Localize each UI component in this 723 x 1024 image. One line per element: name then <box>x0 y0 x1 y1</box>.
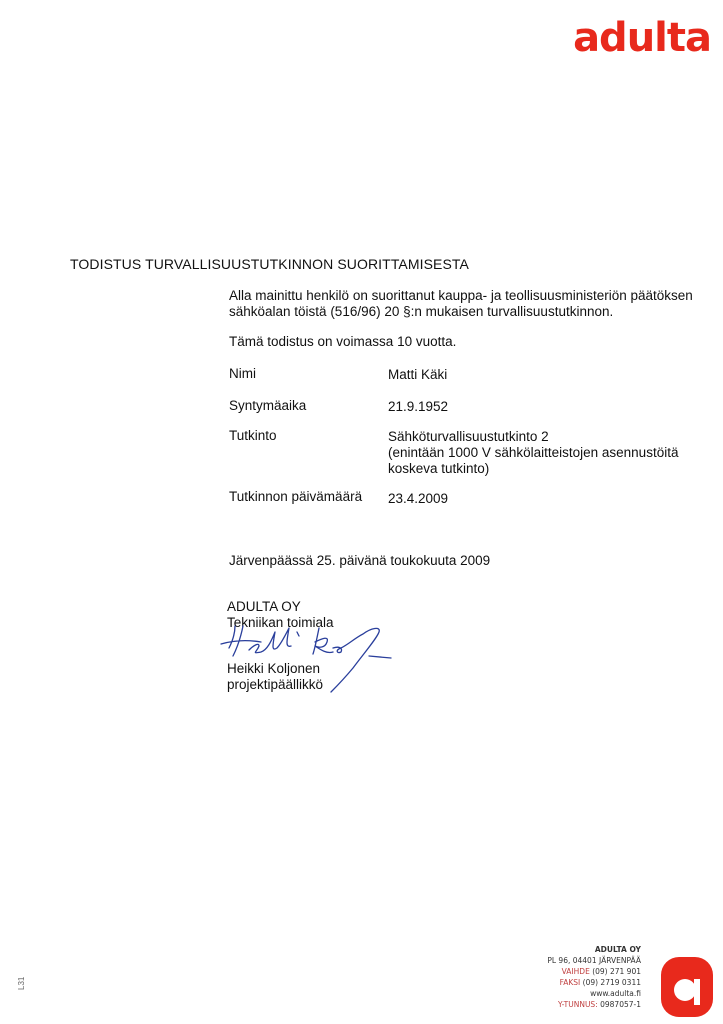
field-value-line: koskeva tutkinto) <box>388 461 490 476</box>
signer-name: Heikki Koljonen <box>227 661 321 676</box>
field-label: Tutkinnon päivämäärä <box>229 489 363 504</box>
footer-id-line <box>547 999 641 1010</box>
footer-address: PL 96, 04401 JÄRVENPÄÄ <box>547 956 641 965</box>
footer-web: www.adulta.fi <box>590 989 641 998</box>
footer-company: ADULTA OY <box>594 945 641 954</box>
footer-contact <box>547 944 641 1010</box>
phone-label: VAIHDE <box>561 967 590 976</box>
field-value: 23.4.2009 <box>388 491 449 506</box>
department-name: Tekniikan toimiala <box>227 615 334 630</box>
signer-title: projektipäällikkö <box>227 677 324 692</box>
side-code: L31 <box>17 976 26 990</box>
footer-fax-line <box>547 977 641 988</box>
field-value-line: Sähköturvallisuustutkinto 2 <box>388 429 549 444</box>
id-label: Y-TUNNUS: <box>557 1000 598 1009</box>
phone-value: (09) 271 901 <box>592 967 641 976</box>
company-name: ADULTA OY <box>227 599 301 614</box>
document-title: TODISTUS TURVALLISUUSTUTKINNON SUORITTAMISESTA <box>70 256 469 272</box>
field-value: Matti Käki <box>388 367 448 382</box>
place-and-date: Järvenpäässä 25. päivänä toukokuuta 2009 <box>229 553 491 568</box>
field-label: Tutkinto <box>229 428 277 443</box>
logo-text: adulta <box>573 15 711 61</box>
fax-label: FAKSI <box>559 978 581 987</box>
fax-value: (09) 2719 0311 <box>582 978 641 987</box>
brand-a-mark-icon <box>661 957 713 1017</box>
signer-block <box>227 661 323 693</box>
field-label: Nimi <box>229 366 256 381</box>
company-logo <box>573 15 711 61</box>
intro-paragraph: Alla mainittu henkilö on suorittanut kauppa- ja teollisuusministeriön päätöksen sähköalan töistä (516/96) 20 §:n mukaisen turvallisuustutkinnon. <box>229 288 693 319</box>
footer-phone-line <box>547 966 641 977</box>
validity-paragraph: Tämä todistus on voimassa 10 vuotta. <box>229 334 457 349</box>
field-value-line: (enintään 1000 V sähkölaitteistojen asennustöitä <box>388 445 679 460</box>
field-value: 21.9.1952 <box>388 399 449 414</box>
id-value: 0987057-1 <box>600 1000 641 1009</box>
field-label: Syntymäaika <box>229 398 307 413</box>
